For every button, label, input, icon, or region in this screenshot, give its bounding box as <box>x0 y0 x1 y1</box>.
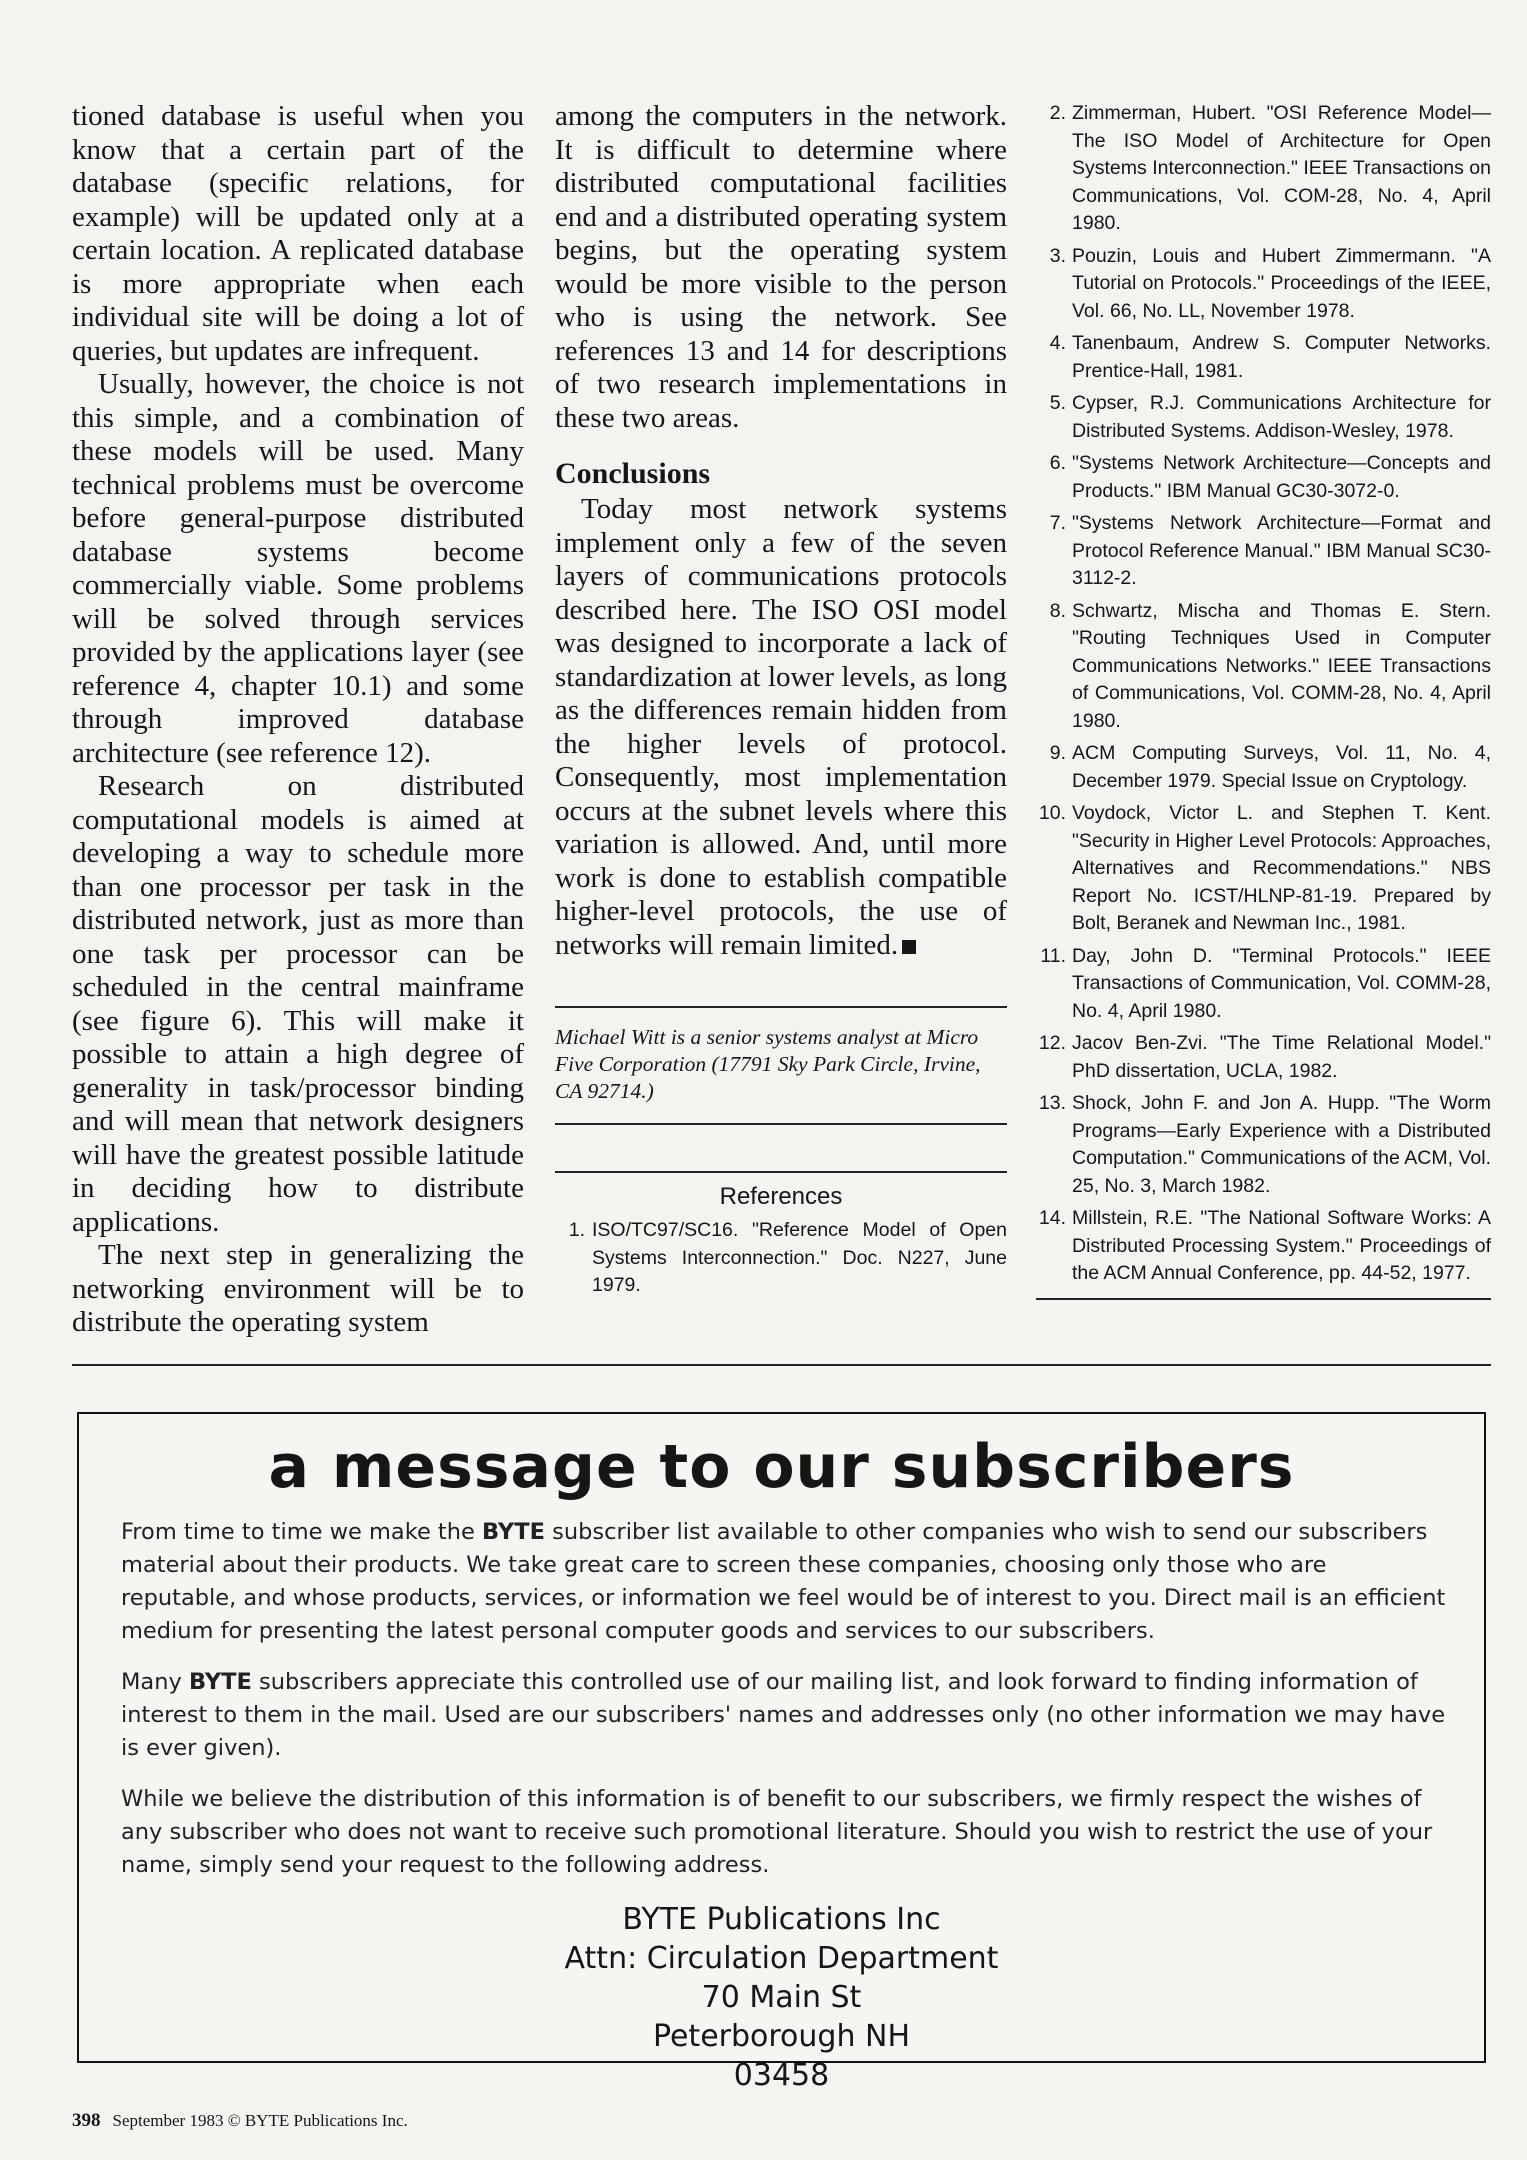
reference-number: 8. <box>1049 599 1066 622</box>
reference-text: Cypser, R.J. Communications Architecture for Distributed Systems. Addison-Wesley, 1978. <box>1072 392 1491 442</box>
reference-text: "Systems Network Architecture—Format and Protocol Reference Manual." IBM Manual SC30-3112-2. <box>1072 512 1491 589</box>
reference-item <box>1036 510 1491 593</box>
author-bio: Michael Witt is a senior systems analyst at Micro Five Corporation (17791 Sky Park Circle, Irvine, CA 92714.) <box>555 1006 1007 1125</box>
paragraph: tioned database is useful when you know that a certain part of the database (specific relations, for example) will be updated only at a certain location. A replicated database is more appropriate when each individual site will be doing a lot of queries, but updates are infrequent. <box>72 100 524 367</box>
section-divider <box>72 1364 1491 1366</box>
reference-text: Jacov Ben-Zvi. "The Time Relational Model." PhD dissertation, UCLA, 1982. <box>1072 1032 1491 1082</box>
reference-item <box>1036 390 1491 445</box>
byte-brand: BYTE <box>482 1519 545 1545</box>
reference-item <box>1036 598 1491 736</box>
message-paragraph <box>121 1516 1446 1648</box>
reference-text: Voydock, Victor L. and Stephen T. Kent. "Security in Higher Level Protocols: Approaches, Alternatives and Recommendations." NBS Report No. ICST/HLNP-81-19. Prepared by Bolt, Beranek and Newman Inc., 1981. <box>1072 802 1491 934</box>
references-heading: References <box>719 1183 843 1210</box>
reference-number: 2. <box>1049 102 1066 124</box>
article-column-1 <box>72 100 524 1340</box>
conclusions-heading: Conclusions <box>555 457 711 490</box>
reference-item <box>1036 243 1491 326</box>
message-text: From time to time we make the <box>121 1519 483 1545</box>
reference-text: "Systems Network Architecture—Concepts and Products." IBM Manual GC30-3072-0. <box>1072 452 1491 502</box>
reference-number: 9. <box>1049 742 1066 764</box>
page-footer <box>72 2110 408 2132</box>
reference-item <box>555 1217 1007 1300</box>
reference-item <box>1036 943 1491 1026</box>
reference-item <box>1036 100 1491 238</box>
reference-text: Millstein, R.E. "The National Software Works: A Distributed Processing System." Proceedings of the ACM Annual Conference, pp. 44-52, 1977. <box>1072 1207 1491 1284</box>
footer-text: September 1983 © BYTE Publications Inc. <box>112 2111 408 2130</box>
address-line: BYTE Publications Inc <box>622 1902 941 1937</box>
reference-number: 4. <box>1049 332 1066 354</box>
end-of-article-icon <box>902 940 916 954</box>
message-text: subscribers appreciate this controlled use of our mailing list, and look forward to finding information of interest to them in the mail. Used are our subscribers' names and addresses only (no other information we may have is ever given). <box>121 1669 1446 1761</box>
reference-text: ISO/TC97/SC16. "Reference Model of Open Systems Interconnection." Doc. N227, June 1979. <box>592 1219 1007 1296</box>
reference-item <box>1036 1090 1491 1200</box>
reference-text: ACM Computing Surveys, Vol. 11, No. 4, December 1979. Special Issue on Cryptology. <box>1072 742 1491 792</box>
divider <box>1036 1298 1491 1300</box>
reference-text: Shock, John F. and Jon A. Hupp. "The Worm Programs—Early Experience with a Distributed Computation." Communications of the ACM, Vol. 25, No. 3, March 1982. <box>1072 1092 1491 1197</box>
reference-number: 7. <box>1049 512 1066 534</box>
reference-number: 1. <box>568 1219 585 1241</box>
message-text: subscriber list available to other companies who wish to send our subscribers material about their products. We take great care to screen these companies, choosing only those who are reputable, and whose products, services, or information we feel would be of interest to you. Direct mail is an efficient medium for presenting the latest personal computer goods and services to our subscribers. <box>121 1519 1446 1644</box>
reference-text: Pouzin, Louis and Hubert Zimmermann. "A Tutorial on Protocols." Proceedings of the IEEE, Vol. 66, No. LL, November 1978. <box>1072 244 1491 322</box>
reference-item <box>1036 330 1491 385</box>
reference-number: 3. <box>1049 244 1066 267</box>
paragraph: The next step in generalizing the networking environment will be to distribute the operating system <box>72 1239 524 1338</box>
reference-text: Day, John D. "Terminal Protocols." IEEE Transactions of Communication, Vol. COMM-28, No. 4, April 1980. <box>1072 944 1491 1022</box>
reference-item <box>1036 1030 1491 1085</box>
reference-number: 6. <box>1049 452 1066 474</box>
reference-number: 12. <box>1038 1032 1066 1054</box>
reference-item <box>1036 800 1491 938</box>
references-column <box>1036 100 1491 1300</box>
address-line: 03458 <box>733 2058 830 2093</box>
reference-number: 11. <box>1040 944 1066 967</box>
message-text: Many <box>121 1669 189 1695</box>
mailing-address <box>79 1900 1484 2095</box>
paragraph: among the computers in the network. It is difficult to determine where distributed computational facilities end and a distributed operating system begins, but the operating system would be more visible to the person who is using the network. See references 13 and 14 for descriptions of two research implementations in these two areas. <box>555 100 1007 434</box>
reference-item <box>1036 1205 1491 1288</box>
byte-brand: BYTE <box>188 1669 252 1695</box>
subscriber-message-box <box>77 1412 1486 2093</box>
address-line: 70 Main St <box>701 1980 862 2015</box>
reference-text: Tanenbaum, Andrew S. Computer Networks. Prentice-Hall, 1981. <box>1072 332 1491 382</box>
paragraph: Usually, however, the choice is not this simple, and a combination of these models will be used. Many technical problems must be overcome before general-purpose distributed database systems become commercially viable. Some problems will be solved through services provided by the applications layer (see reference 4, chapter 10.1) and some through improved database architecture (see reference 12). <box>72 368 524 769</box>
address-line: Attn: Circulation Department <box>564 1941 999 1976</box>
divider <box>555 1171 1007 1173</box>
reference-number: 14. <box>1038 1207 1066 1229</box>
page-number: 398 <box>72 2110 101 2131</box>
conclusions-paragraph <box>555 493 1007 962</box>
reference-list-part-2 <box>1036 100 1491 1288</box>
reference-number: 13. <box>1038 1092 1066 1114</box>
reference-text: Zimmerman, Hubert. "OSI Reference Model—The ISO Model of Architecture for Open Systems Interconnection." IEEE Transactions on Communications, Vol. COM-28, No. 4, April 1980. <box>1072 102 1491 234</box>
reference-item <box>1036 450 1491 505</box>
reference-number: 5. <box>1049 392 1066 414</box>
reference-text: Schwartz, Mischa and Thomas E. Stern. "Routing Techniques Used in Computer Communications Networks." IEEE Transactions of Communications, Vol. COMM-28, No. 4, April 1980. <box>1072 599 1491 732</box>
reference-number: 10. <box>1038 802 1066 824</box>
conclusions-text: Today most network systems implement only a few of the seven layers of communications protocols described here. The ISO OSI model was designed to incorporate a lack of standardization at lower levels, as long as the differences remain hidden from the higher levels of protocol. Consequently, most implementation occurs at the subnet levels where this variation is allowed. And, until more work is done to establish compatible higher-level protocols, the use of networks will remain limited. <box>555 493 1007 961</box>
reference-list-part-1 <box>555 1217 1007 1300</box>
message-paragraph: While we believe the distribution of this information is of benefit to our subscribers, we firmly respect the wishes of any subscriber who does not want to receive such promotional literature. Should you wish to restrict the use of your name, simply send your request to the following address. <box>121 1786 1433 1878</box>
message-paragraph <box>121 1666 1446 1765</box>
reference-item <box>1036 740 1491 795</box>
article-column-2 <box>555 100 1007 1305</box>
message-title: a message to our subscribers <box>268 1432 1295 1502</box>
address-line: Peterborough NH <box>652 2019 911 2054</box>
paragraph: Research on distributed computational models is aimed at developing a way to schedule more than one processor per task in the distributed network, just as more than one task per processor can be scheduled in the central mainframe (see figure 6). This will make it possible to attain a high degree of generality in task/processor binding and will mean that network designers will have the greatest possible latitude in deciding how to distribute applications. <box>72 770 524 1238</box>
